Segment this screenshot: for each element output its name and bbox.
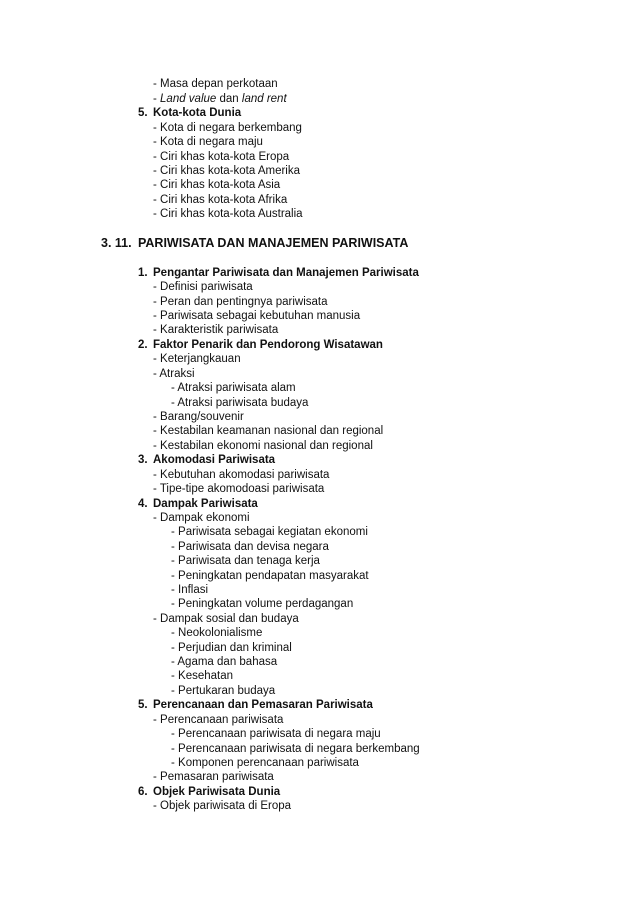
list-item: - Kota di negara maju — [153, 136, 263, 148]
list-subitem: - Atraksi pariwisata budaya — [171, 397, 309, 409]
list-item: - Ciri khas kota-kota Amerika — [153, 165, 300, 177]
list-subitem: - Peningkatan pendapatan masyarakat — [171, 570, 369, 582]
list-item: - Ciri khas kota-kota Australia — [153, 208, 303, 220]
list-item: - Pemasaran pariwisata — [153, 771, 274, 783]
list-item: - Objek pariwisata di Eropa — [153, 800, 292, 812]
list-item: - Peran dan pentingnya pariwisata — [153, 296, 328, 308]
list-item: - Dampak sosial dan budaya — [153, 613, 299, 625]
list-item: - Ciri khas kota-kota Eropa — [153, 151, 290, 163]
list-item: - Masa depan perkotaan — [153, 78, 278, 90]
list-subitem: - Perencanaan pariwisata di negara maju — [171, 728, 381, 740]
section-heading: 3. 11. PARIWISATA DAN MANAJEMEN PARIWISATA — [101, 236, 409, 250]
list-subitem: - Peningkatan volume perdagangan — [171, 598, 354, 610]
list-subitem: - Atraksi pariwisata alam — [171, 382, 296, 394]
list-item: - Pariwisata sebagai kebutuhan manusia — [153, 310, 361, 322]
list-item: - Kestabilan ekonomi nasional dan regional — [153, 440, 373, 452]
list-item: - Kebutuhan akomodasi pariwisata — [153, 469, 330, 481]
list-item: - Barang/souvenir — [153, 411, 244, 423]
list-item: - Kota di negara berkembang — [153, 122, 302, 134]
list-item: - Ciri khas kota-kota Asia — [153, 179, 281, 191]
list-item: - Karakteristik pariwisata — [153, 324, 279, 336]
numbered-heading: 5. Kota-kota Dunia — [138, 107, 242, 119]
list-subitem: - Pariwisata dan devisa negara — [171, 541, 329, 553]
numbered-heading: 3. Akomodasi Pariwisata — [138, 454, 276, 466]
list-subitem: - Inflasi — [171, 584, 209, 596]
list-item: - Atraksi — [153, 368, 195, 380]
list-item: - Kestabilan keamanan nasional dan regional — [153, 425, 384, 437]
list-item: - Land value dan land rent — [153, 93, 287, 105]
numbered-heading: 4. Dampak Pariwisata — [138, 498, 258, 510]
numbered-heading: 6. Objek Pariwisata Dunia — [138, 786, 281, 798]
list-subitem: - Perencanaan pariwisata di negara berkembang — [171, 743, 420, 755]
list-item: - Keterjangkauan — [153, 353, 241, 365]
list-subitem: - Komponen perencanaan pariwisata — [171, 757, 359, 769]
numbered-heading: 5. Perencanaan dan Pemasaran Pariwisata — [138, 699, 373, 711]
list-item: - Tipe-tipe akomodoasi pariwisata — [153, 483, 325, 495]
list-subitem: - Neokolonialisme — [171, 627, 263, 639]
list-subitem: - Pariwisata dan tenaga kerja — [171, 555, 320, 567]
list-item: - Definisi pariwisata — [153, 281, 253, 293]
list-subitem: - Kesehatan — [171, 670, 234, 682]
list-subitem: - Agama dan bahasa — [171, 656, 278, 668]
list-item: - Ciri khas kota-kota Afrika — [153, 194, 288, 206]
list-subitem: - Pertukaran budaya — [171, 685, 276, 697]
numbered-heading: 1. Pengantar Pariwisata dan Manajemen Pariwisata — [138, 267, 419, 279]
list-subitem: - Pariwisata sebagai kegiatan ekonomi — [171, 526, 368, 538]
list-item: - Perencanaan pariwisata — [153, 714, 284, 726]
list-item: - Dampak ekonomi — [153, 512, 250, 524]
numbered-heading: 2. Faktor Penarik dan Pendorong Wisatawan — [138, 339, 383, 351]
list-subitem: - Perjudian dan kriminal — [171, 642, 292, 654]
